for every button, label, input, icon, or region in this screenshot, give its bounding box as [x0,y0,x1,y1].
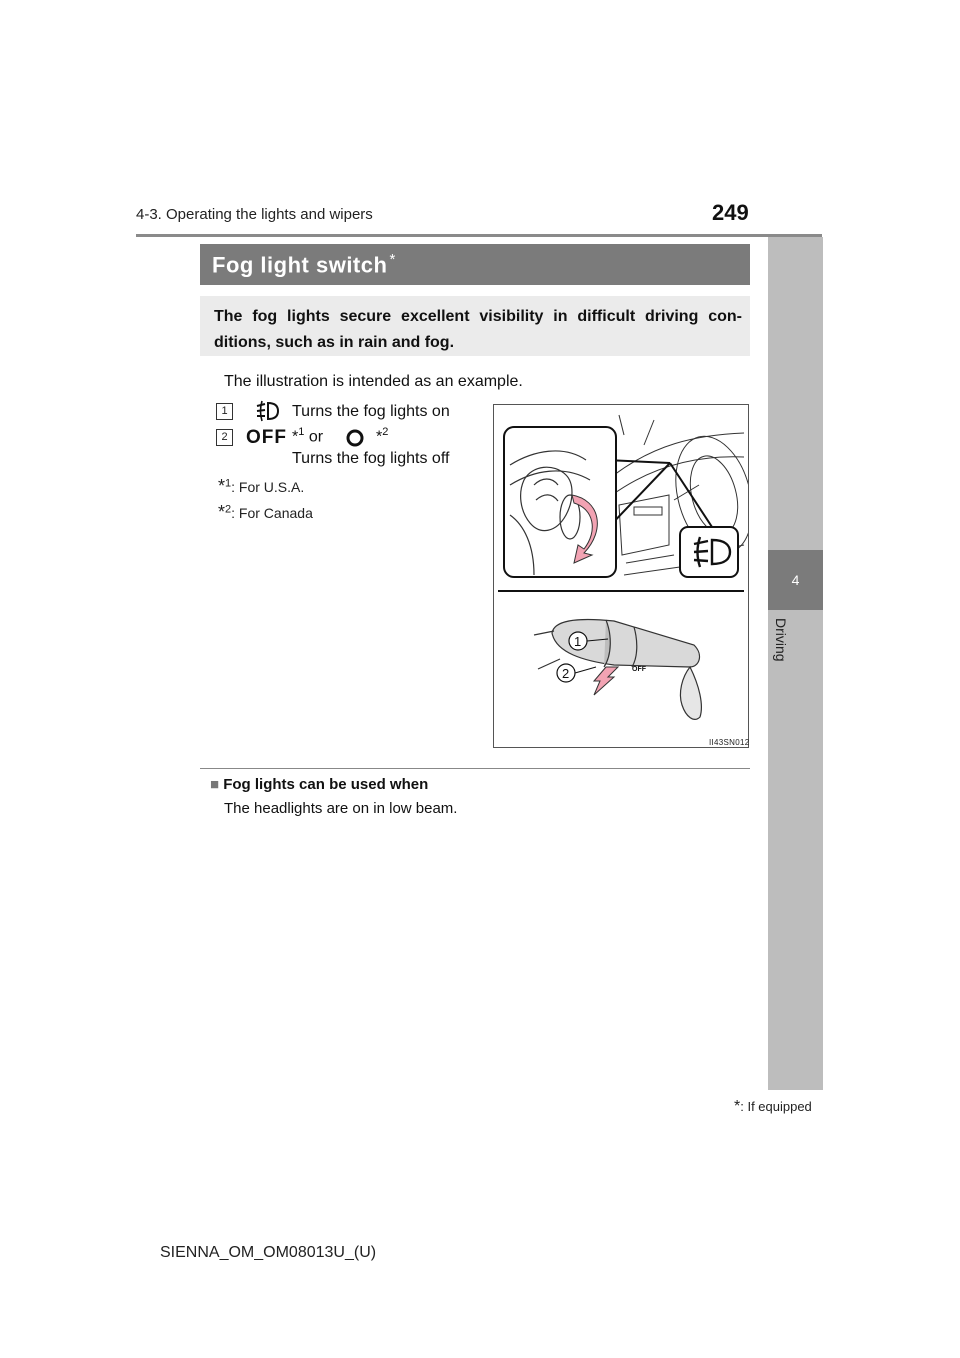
note-body: The headlights are on in low beam. [224,800,458,817]
footnote-2-star: * [218,502,226,522]
circle-off-icon [345,428,365,448]
or-text: or [308,428,324,446]
footnote-2 [218,502,313,523]
callout-1: 1 [574,634,582,649]
item-2-text: Turns the fog lights off [292,450,450,467]
chapter-label-text: Driving [773,618,789,662]
off-icon: OFF [246,427,287,448]
equipped-note [734,1098,812,1116]
sup-1: 1 [298,426,305,438]
note-rule [200,768,750,769]
zoom-line-icon [670,463,714,530]
manual-code: SIENNA_OM_OM08013U_(U) [160,1244,377,1261]
chapter-tab[interactable]: 4 [768,550,823,610]
fog-switch-illustration [494,405,748,747]
page-title-text: Fog light switch [212,252,388,278]
item-number-1: 1 [216,403,233,420]
chapter-label [773,618,811,678]
footnote-1 [218,476,304,497]
star-1: * [292,428,299,446]
star-2: * [376,428,383,446]
page-number: 249 [712,200,749,225]
note-heading-text: Fog lights can be used when [223,776,429,793]
callout-2-leader [575,667,596,673]
page-title [212,251,396,278]
item-2-variant-b [376,426,388,446]
side-tab-upper [768,237,823,550]
illustration-code: II43SN012 [709,738,750,747]
item-2-variants [292,426,323,446]
equipped-marker: * [389,251,396,268]
footnote-1-sup: 1 [225,477,232,490]
note-bullet: ■ [210,776,220,793]
intro-text: The fog lights secure excellent visibility in difficult driving con-ditions, such as in rain and fog. [214,308,742,351]
callout-2: 2 [562,666,570,681]
item-number-2: 2 [216,429,233,446]
footnote-1-star: * [218,476,226,496]
equipped-star: * [734,1098,741,1115]
footnote-2-sup: 2 [225,503,232,516]
item-1-text: Turns the fog lights on [292,403,450,420]
front-fog-light-icon [254,399,280,423]
equipped-text: : If equipped [740,1099,812,1114]
stalk-arrow [594,667,618,695]
side-tab-lower [768,610,823,1090]
illustration-note: The illustration is intended as an example. [224,373,523,390]
section-title: 4-3. Operating the lights and wipers [136,206,373,223]
stalk-off-label: OFF [632,666,646,673]
sup-2: 2 [382,426,389,438]
note-heading [210,776,428,793]
footnote-1-text: : For U.S.A. [231,479,305,495]
header-rule [136,234,822,237]
footnote-2-text: : For Canada [231,505,313,521]
